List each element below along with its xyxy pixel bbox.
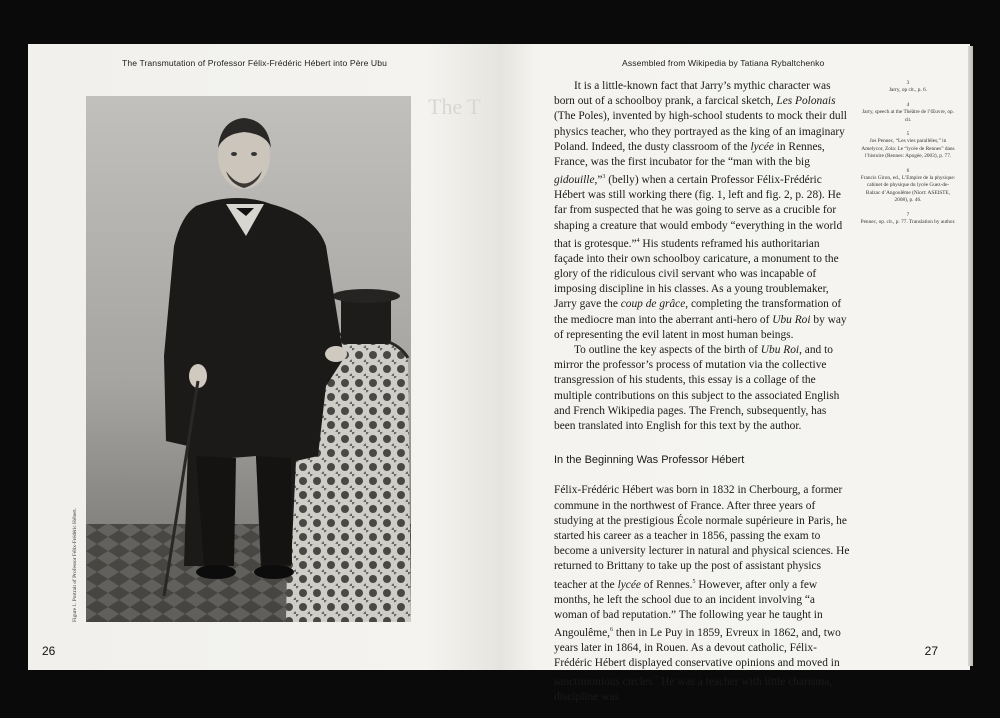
portrait-illustration <box>86 96 411 622</box>
right-page-number: 27 <box>924 644 938 658</box>
footnotes <box>860 80 956 234</box>
footnote: 7 Pennec, op. cit., p. 77. Translation by author. <box>860 211 956 226</box>
footnote: 3 Jarry, op cit., p. 6. <box>888 80 928 94</box>
footnote: 5 Jos Pennec, “Les vies parallèles,” in Amelycor, Zola: Le “lycée de Rennes” dans l’histoire (Rennes: Apogée, 2003), p. 77. <box>861 131 955 160</box>
section-heading: In the Beginning Was Professor Hébert <box>554 454 745 467</box>
left-page <box>28 44 498 670</box>
paragraph-biography: Félix-Frédéric Hébert was born in 1832 in Cherbourg, a former commune in the northwest of France. After three years of studying at the prestigious École normale supérieure in Paris, he started his career as a teacher in 1856, passing the exam to become a university lecturer in natural and physical sciences. He returned to Brittany to take up the post of assistant physics teacher at the lycée of Rennes.$^5$ However, after only a few months, he left the school due to an incident involving “a woman of bad reputation.” The following year he taught in Angoulême,$^6$ then in Le Puy in 1859, Evreux in 1862, and, two years later in 1864, in Rouen. As a devout catholic, Félix-Frédéric Hébert displayed conservative opinions and moved in sanctimonious circles.$^7$ He was a teacher with little charisma, discipline was <box>554 484 850 703</box>
footnote: 4 Jarry, speech at the Théâtre de l’Œuvre, op. cit. <box>862 101 954 123</box>
left-running-header: The Transmutation of Professor Félix-Frédéric Hébert into Père Ubu <box>122 58 387 68</box>
portrait-photo <box>86 96 411 622</box>
show-through-text: The T <box>428 94 481 119</box>
left-page-number: 26 <box>42 644 56 658</box>
figure-caption: Figure 1. Portrait of Professor Félix-Frédéric Hébert. <box>72 507 78 622</box>
right-page <box>498 44 970 703</box>
page-stack-edge <box>968 46 973 666</box>
footnote: 6 Francis Giron, ed., L’Empire de la physique: cabinet de physique du lycée Guez-de-Balzac d’Angoulême (Niort: ASEISTE, 2008), p. 46. <box>860 167 956 204</box>
article-body <box>554 79 850 705</box>
paragraph-outline: To outline the key aspects of the birth of Ubu Roi, and to mirror the professor’s process of mutation via the collective transgression of his students, this essay is a collage of the multiple contributions on this subject to the associated English and French Wikipedia pages. The French, subsequently, has been translated into English for this text by the author. <box>554 344 840 433</box>
right-running-header: Assembled from Wikipedia by Tatiana Rybaltchenko <box>622 58 825 68</box>
paragraph-intro: It is a little-known fact that Jarry’s mythic character was born out of a schoolboy prank, a farcical sketch, Les Polonais (The Poles), invented by high-school students to mock their dull physics teacher, who they portrayed as the king of an imaginary Poland. Indeed, the dusty classroom of the lycée in Rennes, France, was the first incubator for the “man with the big gidouille,”$^3$ (belly) when a certain Professor Félix-Frédéric Hébert was still working there (fig. 1, left and fig. 2, p. 28). He far from suspected that he was going to serve as a crucible for shaping a creature that would embody “everything in the world that is grotesque.”$^4$ His students reframed his authoritarian façade into their own schoolboy caricature, a monument to the glory of the ridiculous civil servant who was incapable of imposing discipline in his classes. As a young troublemaker, Jarry gave the coup de grâce, completing the transformation of the mediocre man into the aberrant anti-hero of Ubu Roi by way of representing the evil latent in most human beings. <box>554 80 847 341</box>
